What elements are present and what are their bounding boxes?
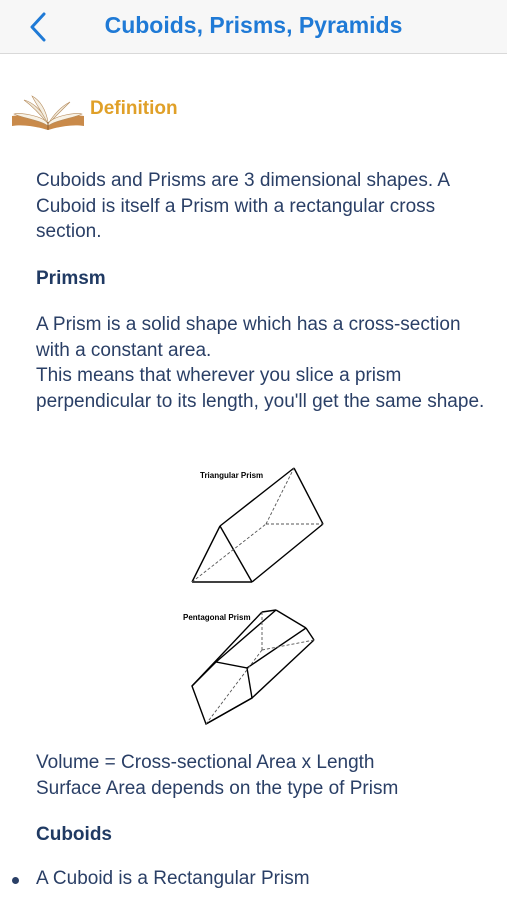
- cuboids-heading: Cuboids: [36, 824, 112, 845]
- intro-paragraph: Cuboids and Prisms are 3 dimensional shapes. A Cuboid is itself a Prism with a rectangular cross section.: [36, 170, 449, 242]
- formula-section: [36, 750, 498, 848]
- definition-header: [10, 88, 310, 132]
- prism-figures: [180, 462, 340, 732]
- triangular-prism-label: Triangular Prism: [200, 471, 264, 480]
- list-item: [0, 865, 507, 893]
- bullet-dot: [12, 877, 19, 884]
- prism-explanation: This means that wherever you slice a prism perpendicular to its length, you'll get the same shape.: [36, 365, 485, 412]
- prism-diagram: [180, 462, 340, 732]
- section-label: Definition: [90, 98, 178, 119]
- cuboid-bullet-list: [0, 865, 507, 893]
- content-body: [36, 168, 498, 414]
- prism-definition: A Prism is a solid shape which has a cross-section with a constant area.: [36, 314, 461, 361]
- page-title: Cuboids, Prisms, Pyramids: [104, 12, 403, 38]
- open-book-icon: [10, 92, 86, 132]
- nav-bar: [0, 0, 507, 54]
- pentagonal-prism-label: Pentagonal Prism: [183, 613, 251, 622]
- volume-formula: Volume = Cross-sectional Area x Length: [36, 752, 375, 773]
- prism-heading: Primsm: [36, 267, 106, 289]
- list-item-text: A Cuboid is a Rectangular Prism: [36, 868, 310, 889]
- surface-area-note: Surface Area depends on the type of Prism: [36, 777, 399, 799]
